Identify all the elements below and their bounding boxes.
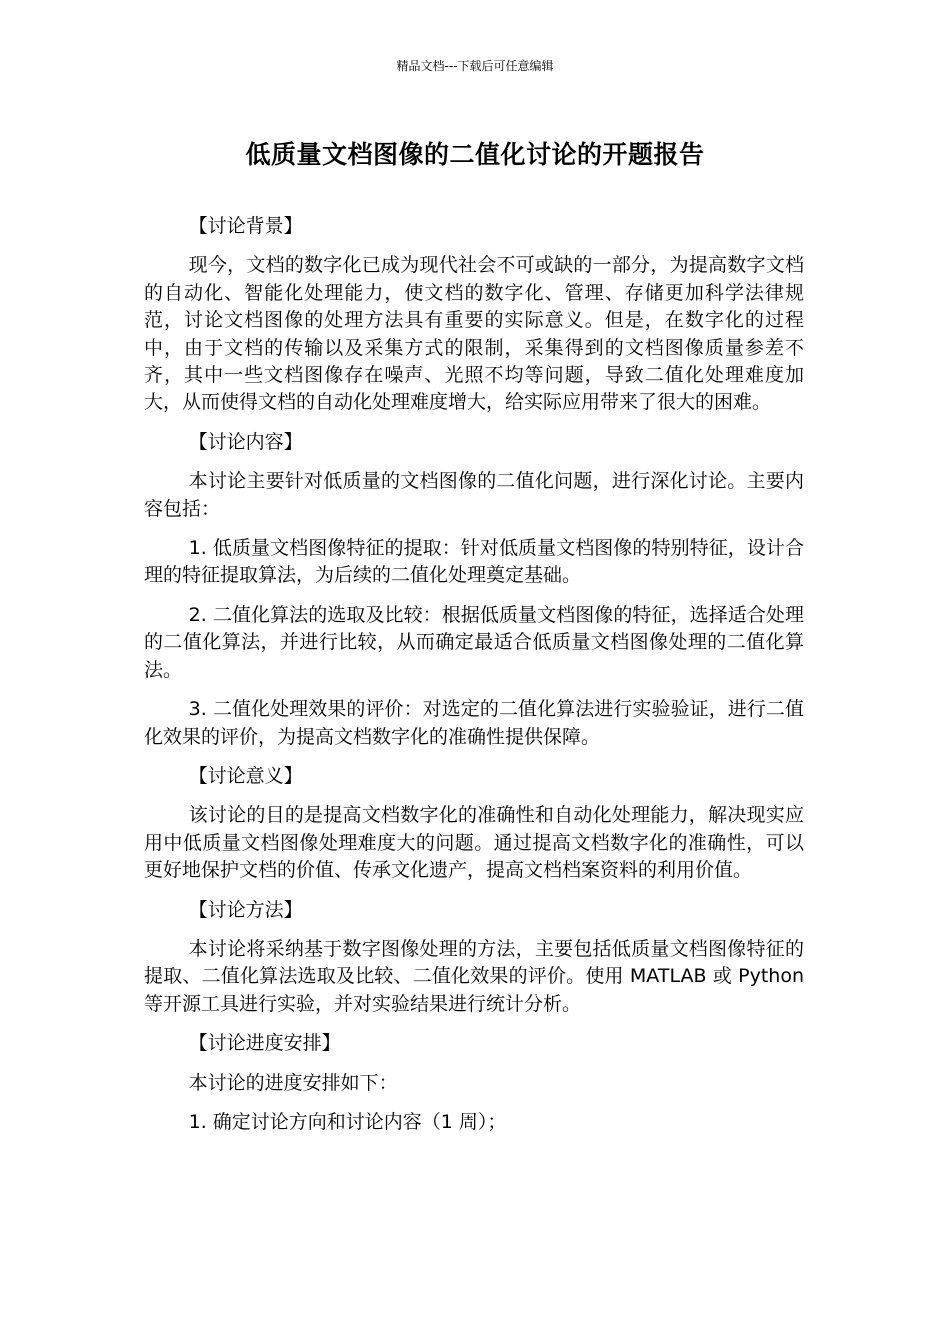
header-note: 精品文档---下载后可任意编辑 <box>396 59 554 73</box>
paragraph-schedule-item-1: 1. 确定讨论方向和讨论内容（1 周）； <box>188 1110 507 1133</box>
section-heading-method: 【讨论方法】 <box>188 898 303 921</box>
paragraph-content-intro: 本讨论主要针对低质量的文档图像的二值化问题，进行深化讨论。主要内容包括： <box>144 470 804 520</box>
section-heading-content: 【讨论内容】 <box>188 430 303 453</box>
paragraph-significance: 该讨论的目的是提高文档数字化的准确性和自动化处理能力，解决现实应用中低质量文档图像处理难度大的问题。通过提高文档数字化的准确性，可以更好地保护文档的价值、传承文化遗产，提高文档档案资料的利用价值。 <box>144 804 804 882</box>
paragraph-background: 现今，文档的数字化已成为现代社会不可或缺的一部分，为提高数字文档的自动化、智能化处理能力，使文档的数字化、管理、存储更加科学法律规范，讨论文档图像的处理方法具有重要的实际意义。但是，在数字化的过程中，由于文档的传输以及采集方式的限制，采集得到的文档图像质量参差不齐，其中一些文档图像存在噪声、光照不均等问题，导致二值化处理难度加大，从而使得文档的自动化处理难度增大，给实际应用带来了很大的困难。 <box>144 254 804 414</box>
paragraph-content-item-1: 1. 低质量文档图像特征的提取：针对低质量文档图像的特别特征，设计合理的特征提取算法，为后续的二值化处理奠定基础。 <box>144 537 804 587</box>
document-title: 低质量文档图像的二值化讨论的开题报告 <box>245 140 705 169</box>
paragraph-method: 本讨论将采纳基于数字图像处理的方法，主要包括低质量文档图像特征的提取、二值化算法选取及比较、二值化效果的评价。使用 MATLAB 或 Python 等开源工具进行实验，并对实验结果进行统计分析。 <box>144 937 804 1015</box>
paragraph-content-item-3: 3. 二值化处理效果的评价：对选定的二值化算法进行实验验证，进行二值化效果的评价，为提高文档数字化的准确性提供保障。 <box>144 698 804 748</box>
paragraph-content-item-2: 2. 二值化算法的选取及比较：根据低质量文档图像的特征，选择适合处理的二值化算法，并进行比较，从而确定最适合低质量文档图像处理的二值化算法。 <box>144 603 804 681</box>
section-heading-background: 【讨论背景】 <box>188 215 303 237</box>
paragraph-schedule-intro: 本讨论的进度安排如下： <box>188 1071 398 1094</box>
section-heading-significance: 【讨论意义】 <box>188 764 303 787</box>
document-body <box>144 213 804 1148</box>
section-heading-schedule: 【讨论进度安排】 <box>188 1032 341 1055</box>
